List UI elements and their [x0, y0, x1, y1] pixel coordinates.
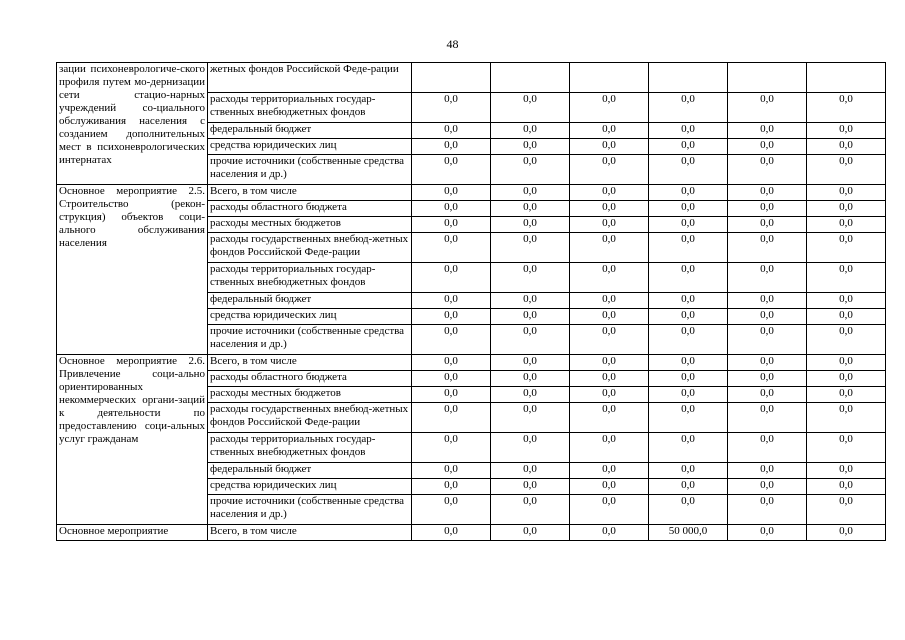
funding-source-cell: расходы государственных внебюд-жетных фондов Российской Феде-рации [208, 403, 412, 433]
amount-cell: 0,0 [649, 309, 728, 325]
amount-cell: 0,0 [491, 155, 570, 185]
amount-cell: 0,0 [412, 479, 491, 495]
amount-cell: 0,0 [570, 309, 649, 325]
amount-cell: 0,0 [728, 325, 807, 355]
activity-cell: Основное мероприятие 2.6. Привлечение соци-ально ориентированных некоммерческих органи-заций к деятельности по предоставлению соци-альных услуг гражданам [57, 355, 208, 525]
amount-cell: 0,0 [491, 233, 570, 263]
table-row [57, 355, 886, 371]
amount-cell: 0,0 [728, 355, 807, 371]
amount-cell: 0,0 [807, 355, 886, 371]
amount-cell: 0,0 [649, 93, 728, 123]
amount-cell: 0,0 [807, 495, 886, 525]
funding-source-cell: расходы местных бюджетов [208, 387, 412, 403]
amount-cell: 0,0 [412, 185, 491, 201]
amount-cell: 0,0 [649, 495, 728, 525]
funding-source-cell: расходы областного бюджета [208, 371, 412, 387]
amount-cell: 0,0 [412, 495, 491, 525]
funding-source-cell: расходы территориальных государ-ственных внебюджетных фондов [208, 263, 412, 293]
amount-cell: 0,0 [491, 293, 570, 309]
amount-cell: 0,0 [649, 155, 728, 185]
funding-source-cell: федеральный бюджет [208, 123, 412, 139]
page-number: 48 [446, 37, 459, 51]
amount-cell: 0,0 [728, 525, 807, 541]
amount-cell: 0,0 [807, 263, 886, 293]
funding-source-cell: федеральный бюджет [208, 463, 412, 479]
amount-cell: 0,0 [570, 217, 649, 233]
amount-cell: 0,0 [491, 123, 570, 139]
funding-source-cell: расходы государственных внебюд-жетных фондов Российской Феде-рации [208, 233, 412, 263]
amount-cell [412, 63, 491, 93]
amount-cell: 0,0 [570, 525, 649, 541]
funding-source-cell: расходы территориальных государ-ственных внебюджетных фондов [208, 93, 412, 123]
amount-cell: 0,0 [491, 263, 570, 293]
amount-cell: 0,0 [412, 201, 491, 217]
activity-cell: зации психоневрологиче-ского профиля путем мо-дернизации сети стацио-нарных учреждений со-циального обслуживания населения с созданием дополнительных мест в психоневрологических интернатах [57, 63, 208, 185]
funding-source-cell: жетных фондов Российской Феде-рации [208, 63, 412, 93]
amount-cell [491, 63, 570, 93]
amount-cell [649, 63, 728, 93]
amount-cell [728, 63, 807, 93]
amount-cell: 0,0 [807, 387, 886, 403]
amount-cell: 0,0 [570, 293, 649, 309]
amount-cell: 0,0 [412, 217, 491, 233]
amount-cell: 0,0 [491, 463, 570, 479]
amount-cell: 0,0 [412, 355, 491, 371]
amount-cell: 0,0 [728, 185, 807, 201]
activity-cell: Основное мероприятие 2.5. Строительство (рекон-струкция) объектов соци-ального обслуживания населения [57, 185, 208, 355]
amount-cell: 0,0 [649, 263, 728, 293]
amount-cell: 0,0 [649, 387, 728, 403]
amount-cell: 0,0 [491, 325, 570, 355]
funding-source-cell: прочие источники (собственные средства населения и др.) [208, 155, 412, 185]
amount-cell: 0,0 [649, 325, 728, 355]
budget-table [56, 62, 886, 541]
amount-cell: 0,0 [649, 123, 728, 139]
amount-cell: 0,0 [649, 217, 728, 233]
amount-cell: 0,0 [491, 217, 570, 233]
amount-cell: 0,0 [570, 185, 649, 201]
funding-source-cell: расходы местных бюджетов [208, 217, 412, 233]
amount-cell: 0,0 [491, 479, 570, 495]
amount-cell: 0,0 [807, 185, 886, 201]
amount-cell: 0,0 [412, 263, 491, 293]
amount-cell: 0,0 [412, 403, 491, 433]
amount-cell: 50 000,0 [649, 525, 728, 541]
amount-cell: 0,0 [412, 309, 491, 325]
funding-source-cell: средства юридических лиц [208, 139, 412, 155]
funding-source-cell: расходы областного бюджета [208, 201, 412, 217]
amount-cell: 0,0 [728, 155, 807, 185]
amount-cell: 0,0 [412, 233, 491, 263]
activity-cell: Основное мероприятие [57, 525, 208, 541]
amount-cell: 0,0 [649, 139, 728, 155]
amount-cell: 0,0 [570, 93, 649, 123]
funding-source-cell: расходы территориальных государ-ственных внебюджетных фондов [208, 433, 412, 463]
amount-cell: 0,0 [491, 139, 570, 155]
amount-cell: 0,0 [807, 371, 886, 387]
amount-cell: 0,0 [728, 201, 807, 217]
amount-cell: 0,0 [728, 139, 807, 155]
table-row [57, 63, 886, 93]
amount-cell: 0,0 [570, 371, 649, 387]
amount-cell: 0,0 [412, 325, 491, 355]
amount-cell: 0,0 [491, 93, 570, 123]
amount-cell: 0,0 [728, 263, 807, 293]
amount-cell: 0,0 [412, 293, 491, 309]
amount-cell: 0,0 [807, 309, 886, 325]
amount-cell: 0,0 [491, 185, 570, 201]
funding-source-cell: Всего, в том числе [208, 185, 412, 201]
funding-source-cell: средства юридических лиц [208, 309, 412, 325]
amount-cell: 0,0 [570, 433, 649, 463]
amount-cell: 0,0 [807, 479, 886, 495]
amount-cell: 0,0 [570, 201, 649, 217]
amount-cell: 0,0 [491, 525, 570, 541]
amount-cell: 0,0 [491, 403, 570, 433]
amount-cell: 0,0 [649, 403, 728, 433]
amount-cell: 0,0 [649, 185, 728, 201]
amount-cell: 0,0 [807, 433, 886, 463]
amount-cell: 0,0 [412, 387, 491, 403]
amount-cell: 0,0 [807, 155, 886, 185]
budget-table-body [57, 63, 886, 541]
amount-cell: 0,0 [491, 309, 570, 325]
amount-cell: 0,0 [807, 139, 886, 155]
funding-source-cell: средства юридических лиц [208, 479, 412, 495]
amount-cell: 0,0 [412, 463, 491, 479]
amount-cell: 0,0 [570, 233, 649, 263]
amount-cell: 0,0 [807, 233, 886, 263]
amount-cell: 0,0 [491, 355, 570, 371]
amount-cell: 0,0 [649, 463, 728, 479]
amount-cell: 0,0 [649, 433, 728, 463]
amount-cell: 0,0 [491, 201, 570, 217]
amount-cell: 0,0 [491, 433, 570, 463]
amount-cell: 0,0 [728, 387, 807, 403]
amount-cell: 0,0 [649, 479, 728, 495]
amount-cell: 0,0 [570, 495, 649, 525]
amount-cell: 0,0 [570, 387, 649, 403]
amount-cell: 0,0 [728, 293, 807, 309]
amount-cell: 0,0 [412, 123, 491, 139]
amount-cell: 0,0 [649, 355, 728, 371]
amount-cell: 0,0 [728, 371, 807, 387]
amount-cell: 0,0 [570, 403, 649, 433]
amount-cell: 0,0 [412, 155, 491, 185]
amount-cell: 0,0 [412, 371, 491, 387]
amount-cell: 0,0 [728, 93, 807, 123]
amount-cell: 0,0 [807, 93, 886, 123]
amount-cell: 0,0 [649, 201, 728, 217]
amount-cell: 0,0 [570, 479, 649, 495]
amount-cell: 0,0 [728, 403, 807, 433]
amount-cell: 0,0 [807, 293, 886, 309]
funding-source-cell: Всего, в том числе [208, 355, 412, 371]
amount-cell: 0,0 [728, 433, 807, 463]
amount-cell: 0,0 [412, 139, 491, 155]
amount-cell: 0,0 [728, 309, 807, 325]
amount-cell: 0,0 [728, 217, 807, 233]
amount-cell: 0,0 [807, 525, 886, 541]
amount-cell: 0,0 [570, 123, 649, 139]
amount-cell: 0,0 [728, 479, 807, 495]
amount-cell: 0,0 [491, 371, 570, 387]
amount-cell: 0,0 [807, 123, 886, 139]
amount-cell: 0,0 [570, 155, 649, 185]
amount-cell: 0,0 [570, 139, 649, 155]
funding-source-cell: прочие источники (собственные средства населения и др.) [208, 325, 412, 355]
amount-cell: 0,0 [807, 217, 886, 233]
amount-cell: 0,0 [412, 525, 491, 541]
amount-cell [570, 63, 649, 93]
amount-cell: 0,0 [807, 325, 886, 355]
amount-cell: 0,0 [570, 463, 649, 479]
amount-cell: 0,0 [728, 123, 807, 139]
amount-cell: 0,0 [570, 325, 649, 355]
amount-cell: 0,0 [649, 293, 728, 309]
amount-cell: 0,0 [649, 371, 728, 387]
funding-source-cell: Всего, в том числе [208, 525, 412, 541]
amount-cell [807, 63, 886, 93]
amount-cell: 0,0 [807, 403, 886, 433]
table-row [57, 185, 886, 201]
amount-cell: 0,0 [570, 263, 649, 293]
amount-cell: 0,0 [412, 433, 491, 463]
amount-cell: 0,0 [728, 495, 807, 525]
amount-cell: 0,0 [412, 93, 491, 123]
amount-cell: 0,0 [491, 387, 570, 403]
amount-cell: 0,0 [728, 233, 807, 263]
table-row [57, 525, 886, 541]
funding-source-cell: прочие источники (собственные средства населения и др.) [208, 495, 412, 525]
amount-cell: 0,0 [649, 233, 728, 263]
amount-cell: 0,0 [728, 463, 807, 479]
amount-cell: 0,0 [807, 463, 886, 479]
amount-cell: 0,0 [570, 355, 649, 371]
funding-source-cell: федеральный бюджет [208, 293, 412, 309]
amount-cell: 0,0 [491, 495, 570, 525]
amount-cell: 0,0 [807, 201, 886, 217]
